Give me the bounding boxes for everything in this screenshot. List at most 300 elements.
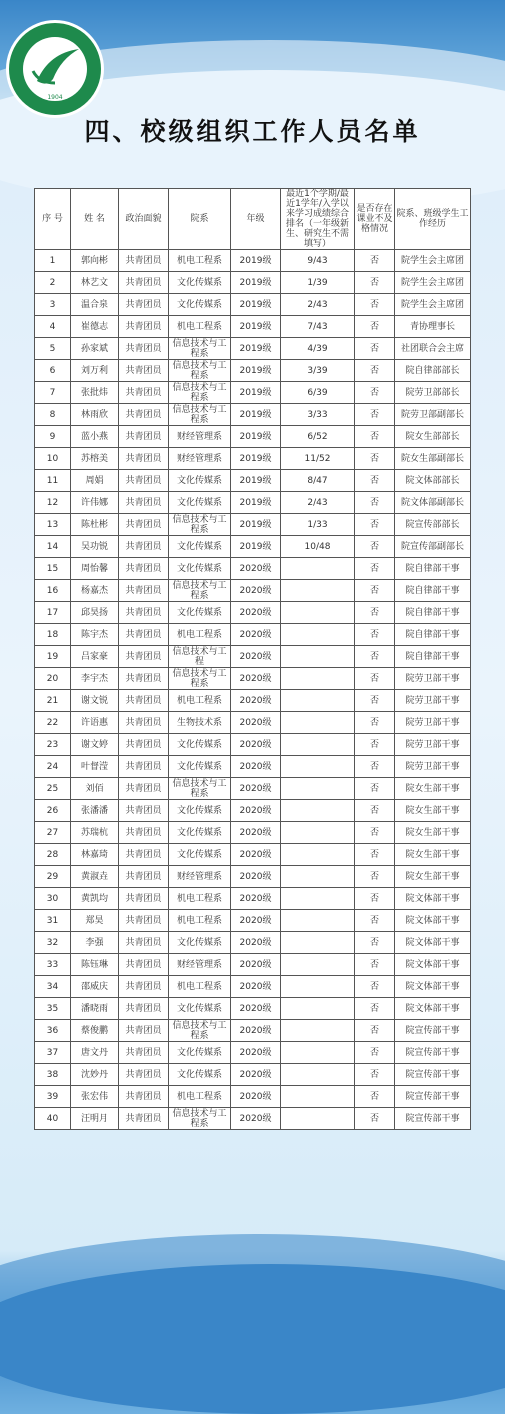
cell-index: 13: [35, 514, 71, 536]
cell-name: 谢文婷: [71, 734, 119, 756]
cell-name: 刘佰: [71, 778, 119, 800]
cell-name: 蔡俊鹏: [71, 1020, 119, 1042]
cell-experience: 院劳卫部干事: [395, 690, 471, 712]
cell-department: 机电工程系: [169, 1086, 231, 1108]
cell-failed-courses: 否: [355, 316, 395, 338]
cell-political-status: 共青团员: [119, 668, 169, 690]
cell-political-status: 共青团员: [119, 360, 169, 382]
cell-ranking: [281, 1020, 355, 1042]
table-row: [35, 470, 471, 492]
table-row: [35, 1064, 471, 1086]
cell-ranking: [281, 1086, 355, 1108]
cell-index: 28: [35, 844, 71, 866]
cell-department: 文化传媒系: [169, 536, 231, 558]
table-row: [35, 448, 471, 470]
cell-grade: 2020级: [231, 1020, 281, 1042]
cell-failed-courses: 否: [355, 712, 395, 734]
cell-name: 许语惠: [71, 712, 119, 734]
cell-experience: 院宣传部干事: [395, 1108, 471, 1130]
cell-experience: 青协理事长: [395, 316, 471, 338]
table-row: [35, 1086, 471, 1108]
cell-index: 26: [35, 800, 71, 822]
cell-failed-courses: 否: [355, 360, 395, 382]
cell-grade: 2020级: [231, 800, 281, 822]
cell-department: 文化传媒系: [169, 734, 231, 756]
cell-department: 文化传媒系: [169, 492, 231, 514]
table-row: [35, 316, 471, 338]
cell-political-status: 共青团员: [119, 294, 169, 316]
cell-political-status: 共青团员: [119, 536, 169, 558]
cell-index: 23: [35, 734, 71, 756]
cell-index: 38: [35, 1064, 71, 1086]
cell-ranking: [281, 932, 355, 954]
cell-index: 1: [35, 250, 71, 272]
cell-political-status: 共青团员: [119, 580, 169, 602]
cell-political-status: 共青团员: [119, 558, 169, 580]
background-wave-bottom-inner: [0, 1264, 505, 1414]
table-row: [35, 426, 471, 448]
cell-department: 文化传媒系: [169, 470, 231, 492]
cell-grade: 2020级: [231, 844, 281, 866]
cell-failed-courses: 否: [355, 734, 395, 756]
cell-department: 信息技术与工程系: [169, 668, 231, 690]
cell-experience: 院女生部干事: [395, 822, 471, 844]
cell-index: 12: [35, 492, 71, 514]
cell-political-status: 共青团员: [119, 734, 169, 756]
cell-grade: 2019级: [231, 404, 281, 426]
cell-ranking: 10/48: [281, 536, 355, 558]
cell-index: 24: [35, 756, 71, 778]
cell-name: 唐文丹: [71, 1042, 119, 1064]
cell-department: 信息技术与工程系: [169, 1108, 231, 1130]
cell-grade: 2019级: [231, 426, 281, 448]
cell-political-status: 共青团员: [119, 602, 169, 624]
cell-grade: 2020级: [231, 580, 281, 602]
cell-political-status: 共青团员: [119, 1042, 169, 1064]
cell-department: 机电工程系: [169, 250, 231, 272]
cell-ranking: [281, 734, 355, 756]
cell-experience: 院学生会主席团: [395, 294, 471, 316]
cell-ranking: 6/39: [281, 382, 355, 404]
cell-department: 财经管理系: [169, 426, 231, 448]
cell-index: 37: [35, 1042, 71, 1064]
cell-experience: 院劳卫部干事: [395, 668, 471, 690]
cell-political-status: 共青团员: [119, 470, 169, 492]
cell-index: 34: [35, 976, 71, 998]
cell-name: 李强: [71, 932, 119, 954]
cell-index: 4: [35, 316, 71, 338]
cell-index: 25: [35, 778, 71, 800]
table-row: [35, 272, 471, 294]
cell-department: 文化传媒系: [169, 756, 231, 778]
cell-ranking: [281, 558, 355, 580]
cell-grade: 2019级: [231, 470, 281, 492]
cell-ranking: [281, 954, 355, 976]
table-row: [35, 910, 471, 932]
cell-ranking: 1/39: [281, 272, 355, 294]
cell-ranking: [281, 998, 355, 1020]
cell-grade: 2020级: [231, 646, 281, 668]
cell-name: 吕家豪: [71, 646, 119, 668]
cell-index: 29: [35, 866, 71, 888]
cell-ranking: [281, 866, 355, 888]
cell-department: 财经管理系: [169, 866, 231, 888]
cell-name: 许伟娜: [71, 492, 119, 514]
table-row: [35, 404, 471, 426]
cell-index: 32: [35, 932, 71, 954]
cell-department: 信息技术与工程系: [169, 1020, 231, 1042]
cell-name: 孙家斌: [71, 338, 119, 360]
cell-failed-courses: 否: [355, 1042, 395, 1064]
cell-experience: 院自律部干事: [395, 558, 471, 580]
cell-department: 机电工程系: [169, 976, 231, 998]
cell-ranking: [281, 910, 355, 932]
table-row: [35, 558, 471, 580]
cell-index: 2: [35, 272, 71, 294]
cell-index: 9: [35, 426, 71, 448]
cell-failed-courses: 否: [355, 1086, 395, 1108]
cell-political-status: 共青团员: [119, 800, 169, 822]
cell-name: 邱昊扬: [71, 602, 119, 624]
cell-ranking: 1/33: [281, 514, 355, 536]
table-row: [35, 888, 471, 910]
table-row: [35, 624, 471, 646]
table-row: [35, 668, 471, 690]
table-body: [35, 250, 471, 1130]
cell-failed-courses: 否: [355, 756, 395, 778]
cell-ranking: [281, 646, 355, 668]
cell-department: 机电工程系: [169, 316, 231, 338]
cell-index: 40: [35, 1108, 71, 1130]
cell-name: 杨嘉杰: [71, 580, 119, 602]
cell-political-status: 共青团员: [119, 624, 169, 646]
cell-grade: 2020级: [231, 932, 281, 954]
cell-failed-courses: 否: [355, 668, 395, 690]
cell-failed-courses: 否: [355, 1020, 395, 1042]
table-row: [35, 954, 471, 976]
cell-political-status: 共青团员: [119, 272, 169, 294]
table-row: [35, 580, 471, 602]
cell-name: 蓝小燕: [71, 426, 119, 448]
table-row: [35, 976, 471, 998]
cell-name: 邵威庆: [71, 976, 119, 998]
cell-name: 苏瑞杭: [71, 822, 119, 844]
cell-index: 11: [35, 470, 71, 492]
cell-experience: 院女生部干事: [395, 844, 471, 866]
cell-department: 文化传媒系: [169, 1064, 231, 1086]
cell-experience: 院文体部干事: [395, 910, 471, 932]
cell-failed-courses: 否: [355, 404, 395, 426]
table-row: [35, 1108, 471, 1130]
cell-experience: 院女生部副部长: [395, 448, 471, 470]
cell-experience: 院宣传部干事: [395, 1020, 471, 1042]
cell-name: 黄淑垚: [71, 866, 119, 888]
cell-ranking: [281, 668, 355, 690]
cell-department: 信息技术与工程系: [169, 514, 231, 536]
cell-ranking: [281, 844, 355, 866]
cell-department: 文化传媒系: [169, 558, 231, 580]
cell-grade: 2020级: [231, 1086, 281, 1108]
cell-failed-courses: 否: [355, 602, 395, 624]
cell-name: 沈妙丹: [71, 1064, 119, 1086]
table-row: [35, 778, 471, 800]
cell-grade: 2019级: [231, 360, 281, 382]
cell-index: 16: [35, 580, 71, 602]
cell-experience: 院劳卫部干事: [395, 712, 471, 734]
cell-name: 张潘潘: [71, 800, 119, 822]
cell-name: 张宏伟: [71, 1086, 119, 1108]
cell-grade: 2020级: [231, 1042, 281, 1064]
cell-political-status: 共青团员: [119, 492, 169, 514]
cell-index: 27: [35, 822, 71, 844]
cell-name: 郑昊: [71, 910, 119, 932]
cell-failed-courses: 否: [355, 426, 395, 448]
cell-index: 8: [35, 404, 71, 426]
cell-ranking: 8/47: [281, 470, 355, 492]
table-row: [35, 1020, 471, 1042]
cell-name: 林雨欣: [71, 404, 119, 426]
cell-name: 李宇杰: [71, 668, 119, 690]
cell-experience: 院劳卫部干事: [395, 756, 471, 778]
cell-political-status: 共青团员: [119, 712, 169, 734]
cell-failed-courses: 否: [355, 338, 395, 360]
cell-index: 14: [35, 536, 71, 558]
cell-experience: 院女生部干事: [395, 778, 471, 800]
cell-department: 文化传媒系: [169, 822, 231, 844]
cell-ranking: [281, 778, 355, 800]
cell-ranking: [281, 602, 355, 624]
cell-ranking: [281, 580, 355, 602]
cell-political-status: 共青团员: [119, 316, 169, 338]
cell-index: 3: [35, 294, 71, 316]
cell-political-status: 共青团员: [119, 404, 169, 426]
cell-name: 刘万利: [71, 360, 119, 382]
cell-name: 崔德志: [71, 316, 119, 338]
cell-failed-courses: 否: [355, 470, 395, 492]
table-row: [35, 646, 471, 668]
cell-department: 文化传媒系: [169, 844, 231, 866]
table-row: [35, 734, 471, 756]
cell-grade: 2020级: [231, 734, 281, 756]
cell-index: 17: [35, 602, 71, 624]
cell-failed-courses: 否: [355, 624, 395, 646]
col-header-grade: 年级: [231, 189, 281, 250]
cell-name: 林艺文: [71, 272, 119, 294]
cell-grade: 2020级: [231, 1108, 281, 1130]
cell-experience: 院文体部干事: [395, 998, 471, 1020]
cell-name: 周娟: [71, 470, 119, 492]
cell-grade: 2020级: [231, 778, 281, 800]
cell-ranking: 2/43: [281, 294, 355, 316]
cell-experience: 院自律部干事: [395, 624, 471, 646]
table-row: [35, 382, 471, 404]
cell-experience: 院文体部干事: [395, 932, 471, 954]
cell-grade: 2019级: [231, 272, 281, 294]
cell-name: 温合泉: [71, 294, 119, 316]
table-row: [35, 536, 471, 558]
cell-department: 财经管理系: [169, 954, 231, 976]
cell-failed-courses: 否: [355, 976, 395, 998]
cell-experience: 院劳卫部干事: [395, 734, 471, 756]
cell-experience: 院文体部干事: [395, 976, 471, 998]
cell-experience: 院女生部部长: [395, 426, 471, 448]
cell-index: 33: [35, 954, 71, 976]
cell-grade: 2020级: [231, 558, 281, 580]
cell-political-status: 共青团员: [119, 778, 169, 800]
cell-failed-courses: 否: [355, 866, 395, 888]
cell-failed-courses: 否: [355, 1108, 395, 1130]
cell-ranking: [281, 888, 355, 910]
table-row: [35, 756, 471, 778]
cell-failed-courses: 否: [355, 646, 395, 668]
cell-failed-courses: 否: [355, 492, 395, 514]
cell-ranking: [281, 1042, 355, 1064]
cell-index: 15: [35, 558, 71, 580]
cell-name: 黄凯均: [71, 888, 119, 910]
cell-political-status: 共青团员: [119, 382, 169, 404]
cell-department: 机电工程系: [169, 624, 231, 646]
cell-political-status: 共青团员: [119, 866, 169, 888]
cell-grade: 2020级: [231, 1064, 281, 1086]
cell-ranking: [281, 1064, 355, 1086]
cell-experience: 院宣传部部长: [395, 514, 471, 536]
cell-failed-courses: 否: [355, 778, 395, 800]
cell-index: 10: [35, 448, 71, 470]
cell-ranking: [281, 800, 355, 822]
cell-experience: 院自律部部长: [395, 360, 471, 382]
table-row: [35, 690, 471, 712]
cell-political-status: 共青团员: [119, 250, 169, 272]
cell-index: 22: [35, 712, 71, 734]
cell-experience: 院女生部干事: [395, 800, 471, 822]
cell-grade: 2019级: [231, 448, 281, 470]
cell-political-status: 共青团员: [119, 646, 169, 668]
cell-name: 谢文锐: [71, 690, 119, 712]
table-row: [35, 338, 471, 360]
cell-department: 信息技术与工程系: [169, 338, 231, 360]
staff-table: [34, 188, 471, 1130]
cell-grade: 2019级: [231, 382, 281, 404]
cell-grade: 2020级: [231, 712, 281, 734]
cell-experience: 社团联合会主席: [395, 338, 471, 360]
cell-failed-courses: 否: [355, 1064, 395, 1086]
cell-department: 文化传媒系: [169, 602, 231, 624]
table-row: [35, 998, 471, 1020]
cell-political-status: 共青团员: [119, 954, 169, 976]
table-row: [35, 602, 471, 624]
cell-experience: 院女生部干事: [395, 866, 471, 888]
cell-experience: 院文体部部长: [395, 470, 471, 492]
cell-failed-courses: 否: [355, 294, 395, 316]
cell-ranking: [281, 756, 355, 778]
cell-failed-courses: 否: [355, 910, 395, 932]
cell-ranking: 3/39: [281, 360, 355, 382]
cell-political-status: 共青团员: [119, 756, 169, 778]
cell-department: 生物技术系: [169, 712, 231, 734]
cell-political-status: 共青团员: [119, 338, 169, 360]
cell-department: 信息技术与工程系: [169, 580, 231, 602]
cell-department: 机电工程系: [169, 690, 231, 712]
cell-grade: 2020级: [231, 954, 281, 976]
cell-experience: 院宣传部干事: [395, 1086, 471, 1108]
cell-experience: 院文体部副部长: [395, 492, 471, 514]
cell-department: 文化传媒系: [169, 272, 231, 294]
cell-ranking: 3/33: [281, 404, 355, 426]
cell-grade: 2020级: [231, 756, 281, 778]
col-header-department: 院系: [169, 189, 231, 250]
cell-grade: 2020级: [231, 624, 281, 646]
cell-ranking: [281, 712, 355, 734]
cell-index: 7: [35, 382, 71, 404]
cell-index: 31: [35, 910, 71, 932]
college-logo: [6, 20, 104, 118]
cell-name: 汪明月: [71, 1108, 119, 1130]
cell-political-status: 共青团员: [119, 690, 169, 712]
cell-name: 周怡馨: [71, 558, 119, 580]
cell-grade: 2020级: [231, 976, 281, 998]
cell-political-status: 共青团员: [119, 426, 169, 448]
cell-index: 39: [35, 1086, 71, 1108]
cell-name: 吴功锐: [71, 536, 119, 558]
cell-grade: 2020级: [231, 910, 281, 932]
cell-index: 36: [35, 1020, 71, 1042]
cell-grade: 2020级: [231, 998, 281, 1020]
cell-grade: 2019级: [231, 250, 281, 272]
cell-experience: 院劳卫部副部长: [395, 404, 471, 426]
cell-department: 信息技术与工程系: [169, 382, 231, 404]
cell-failed-courses: 否: [355, 250, 395, 272]
table-row: [35, 294, 471, 316]
cell-name: 陈杜彬: [71, 514, 119, 536]
cell-experience: 院自律部干事: [395, 602, 471, 624]
cell-political-status: 共青团员: [119, 1086, 169, 1108]
cell-grade: 2020级: [231, 602, 281, 624]
cell-political-status: 共青团员: [119, 932, 169, 954]
col-header-ranking: 最近1个学期/最近1学年/入学以来学习成绩综合排名（一年级新生、研究生不需填写）: [281, 189, 355, 250]
cell-failed-courses: 否: [355, 800, 395, 822]
cell-name: 苏榕美: [71, 448, 119, 470]
cell-failed-courses: 否: [355, 932, 395, 954]
page-title: 四、校级组织工作人员名单: [84, 117, 421, 146]
cell-name: 潘晓雨: [71, 998, 119, 1020]
cell-index: 18: [35, 624, 71, 646]
cell-name: 郭向彬: [71, 250, 119, 272]
table-row: [35, 822, 471, 844]
table-header-row: [35, 189, 471, 250]
cell-political-status: 共青团员: [119, 1064, 169, 1086]
cell-name: 林嘉琦: [71, 844, 119, 866]
cell-name: 陈钰琳: [71, 954, 119, 976]
cell-grade: 2020级: [231, 668, 281, 690]
cell-experience: 院宣传部干事: [395, 1064, 471, 1086]
col-header-index: 序 号: [35, 189, 71, 250]
cell-department: 信息技术与工程系: [169, 404, 231, 426]
cell-grade: 2019级: [231, 316, 281, 338]
cell-failed-courses: 否: [355, 954, 395, 976]
cell-ranking: 4/39: [281, 338, 355, 360]
cell-grade: 2020级: [231, 690, 281, 712]
table-row: [35, 514, 471, 536]
cell-ranking: [281, 976, 355, 998]
cell-ranking: [281, 690, 355, 712]
cell-department: 信息技术与工程系: [169, 360, 231, 382]
table-row: [35, 800, 471, 822]
table-row: [35, 492, 471, 514]
cell-name: 张批炜: [71, 382, 119, 404]
cell-failed-courses: 否: [355, 998, 395, 1020]
cell-grade: 2020级: [231, 866, 281, 888]
cell-department: 文化传媒系: [169, 932, 231, 954]
